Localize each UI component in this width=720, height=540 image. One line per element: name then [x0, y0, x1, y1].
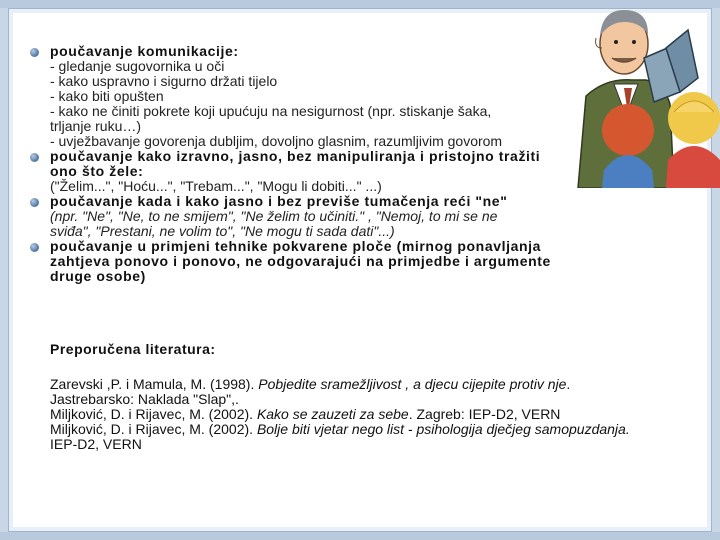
literature-entry: [50, 407, 650, 422]
bullet-heading: poučavanje kada i kako jasno i bez previše tumačenja reći "ne": [50, 193, 508, 209]
bullet-dot-icon: [30, 153, 39, 162]
bullet-heading: druge osobe): [50, 268, 146, 284]
entry-publisher: IEP-D2, VERN: [50, 436, 142, 452]
bullet-line: trljanje ruku…): [50, 118, 142, 134]
bullet-line: - kako uspravno i sigurno držati tijelo: [50, 73, 278, 89]
bullet-dot-icon: [30, 198, 39, 207]
frame-bottom-edge: [0, 532, 720, 540]
bullet-heading: zahtjeva ponovo i ponovo, ne odgovarajući na primjedbe i argumente: [50, 253, 551, 269]
entry-book-title: Pobjedite sramežljivost , a djecu cijepite protiv nje: [258, 376, 567, 392]
bullet-heading: poučavanje komunikacije:: [50, 43, 239, 59]
bullet-line: - gledanje sugovornika u oči: [50, 58, 225, 74]
bullet-line: sviđa", "Prestani, ne volim to", "Ne mogu ti sada dati"...): [50, 223, 395, 239]
entry-book-title: Kako se zauzeti za sebe: [256, 406, 409, 422]
entry-authors: Miljković, D. i Rijavec, M. (2002).: [50, 421, 257, 437]
entry-publisher: . Jastrebarsko: Naklada "Slap",.: [50, 376, 571, 407]
bullet-line: - kako biti opušten: [50, 88, 164, 104]
literature-section: [50, 342, 650, 452]
bullet-dot-icon: [30, 48, 39, 57]
literature-entry: [50, 377, 650, 407]
literature-entry: [50, 422, 650, 452]
bullet-heading: poučavanje kako izravno, jasno, bez manipuliranja i pristojno tražiti: [50, 148, 541, 164]
bullet-item-communication: [30, 44, 620, 149]
bullet-item-broken-record: [30, 239, 620, 284]
entry-publisher: . Zagreb: IEP-D2, VERN: [408, 406, 561, 422]
bullet-item-saying-no: [30, 194, 620, 239]
bullet-heading: poučavanje u primjeni tehnike pokvarene ploče (mirnog ponavljanja: [50, 238, 541, 254]
bullet-line: ("Želim...", "Hoću...", "Trebam...", "Mogu li dobiti..." ...): [50, 178, 382, 194]
literature-title: Preporučena literatura:: [50, 341, 216, 357]
bullet-line: (npr. "Ne", "Ne, to ne smijem", "Ne želim to učiniti." , "Nemoj, to mi se ne: [50, 208, 498, 224]
entry-book-title: Bolje biti vjetar nego list - psihologija dječjeg samopuzdanja.: [256, 421, 630, 437]
bullet-line: - kako ne činiti pokrete koji upućuju na nesigurnost (npr. stiskanje šaka,: [50, 103, 492, 119]
bullet-heading-cont: ono što žele:: [50, 163, 144, 179]
bullet-list: [30, 44, 620, 284]
bullet-line: - uvježbavanje govorenja dubljim, dovoljno glasnim, razumljivim govorom: [50, 133, 503, 149]
entry-authors: Zarevski ,P. i Mamula, M. (1998).: [50, 376, 259, 392]
bullet-dot-icon: [30, 243, 39, 252]
entry-authors: Miljković, D. i Rijavec, M. (2002).: [50, 406, 257, 422]
bullet-item-asking: [30, 149, 620, 194]
